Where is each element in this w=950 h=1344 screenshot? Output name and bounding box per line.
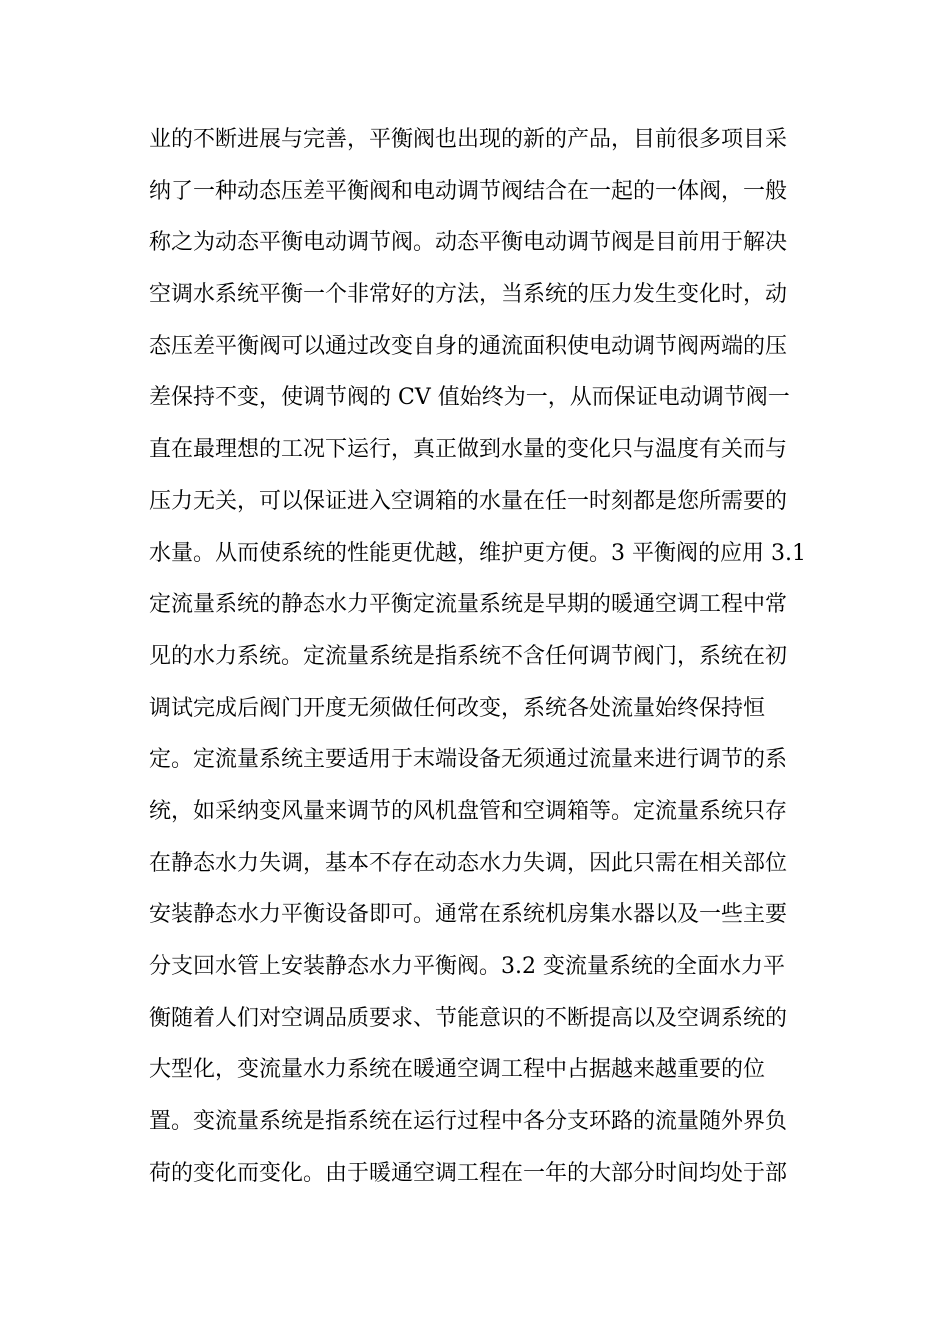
- text-line: 称之为动态平衡电动调节阀。动态平衡电动调节阀是目前用于解决: [149, 230, 788, 256]
- text-line: 空调水系统平衡一个非常好的方法，当系统的压力发生变化时，动: [149, 282, 788, 308]
- text-line: 态压差平衡阀可以通过改变自身的通流面积使电动调节阀两端的压: [149, 333, 788, 359]
- body-text: [149, 114, 809, 1199]
- text-line: 衡随着人们对空调品质要求、节能意识的不断提高以及空调系统的: [149, 1005, 788, 1031]
- text-line: 直在最理想的工况下运行，真正做到水量的变化只与温度有关而与: [149, 437, 788, 463]
- text-line: 压力无关，可以保证进入空调箱的水量在任一时刻都是您所需要的: [149, 488, 788, 514]
- text-line: 业的不断进展与完善，平衡阀也出现的新的产品，目前很多项目采: [149, 127, 788, 152]
- text-line: 分支回水管上安装静态水力平衡阀。3.2 变流量系统的全面水力平: [149, 954, 785, 979]
- text-line: 水量。从而使系统的性能更优越，维护更方便。3 平衡阀的应用 3.1: [149, 540, 806, 566]
- text-line: 纳了一种动态压差平衡阀和电动调节阀结合在一起的一体阀，一般: [149, 178, 788, 204]
- text-line: 定流量系统的静态水力平衡定流量系统是早期的暖通空调工程中常: [149, 592, 788, 618]
- text-line: 见的水力系统。定流量系统是指系统不含任何调节阀门，系统在初: [149, 643, 788, 669]
- text-line: 在静态水力失调，基本不存在动态水力失调，因此只需在相关部位: [149, 850, 788, 876]
- text-line: 置。变流量系统是指系统在运行过程中各分支环路的流量随外界负: [149, 1109, 788, 1135]
- text-line: 差保持不变，使调节阀的 CV 值始终为一，从而保证电动调节阀一: [149, 385, 790, 411]
- text-line: 调试完成后阀门开度无须做任何改变，系统各处流量始终保持恒: [149, 695, 766, 721]
- text-line: 荷的变化而变化。由于暖通空调工程在一年的大部分时间均处于部: [149, 1160, 788, 1186]
- text-line: 大型化，变流量水力系统在暖通空调工程中占据越来越重要的位: [149, 1057, 766, 1083]
- text-line: 定。定流量系统主要适用于末端设备无须通过流量来进行调节的系: [149, 747, 788, 773]
- text-line: 统，如采纳变风量来调节的风机盘管和空调箱等。定流量系统只存: [149, 798, 788, 824]
- text-line: 安装静态水力平衡设备即可。通常在系统机房集水器以及一些主要: [149, 902, 788, 928]
